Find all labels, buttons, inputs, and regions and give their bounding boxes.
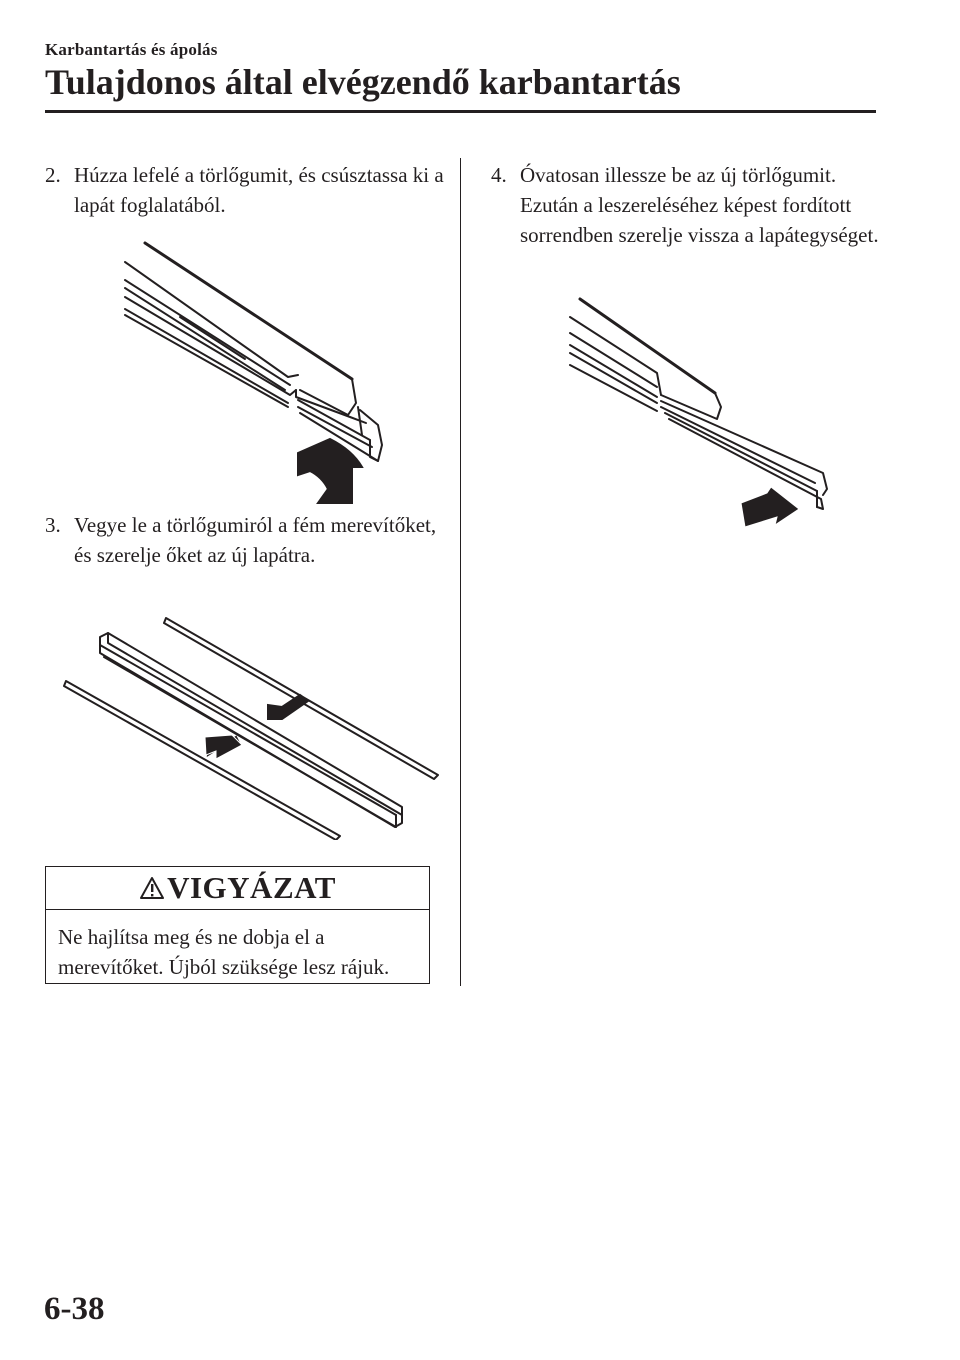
step-text: Vegye le a törlőgumiról a fém merevítőket, és szerelje őket az új lapátra. bbox=[74, 513, 437, 567]
step-text: Húzza lefelé a törlőgumit, és csúsztassa ki a lapát foglalatából. bbox=[74, 163, 444, 217]
wiper-install-illustration bbox=[565, 295, 835, 530]
step-number: 4. bbox=[491, 163, 507, 187]
wiper-removal-illustration bbox=[120, 235, 410, 510]
caution-header bbox=[46, 867, 429, 910]
reinforcement-transfer-illustration bbox=[60, 615, 450, 840]
step-number: 3. bbox=[45, 513, 61, 537]
column-divider bbox=[460, 158, 461, 986]
step-4 bbox=[491, 160, 881, 250]
step-number: 2. bbox=[45, 163, 61, 187]
page-number: 6-38 bbox=[44, 1291, 105, 1327]
step-2 bbox=[45, 160, 445, 220]
page-title: Tulajdonos által elvégzendő karbantartás bbox=[45, 62, 681, 102]
title-rule bbox=[45, 110, 876, 113]
caution-box bbox=[45, 866, 430, 984]
warning-triangle-icon bbox=[139, 876, 165, 900]
section-label: Karbantartás és ápolás bbox=[45, 40, 218, 59]
caution-text: Ne hajlítsa meg és ne dobja el a merevítőket. Újból szüksége lesz rájuk. bbox=[58, 925, 390, 979]
caution-title: VIGYÁZAT bbox=[167, 870, 336, 905]
step-3 bbox=[45, 510, 445, 570]
step-text: Óvatosan illessze be az új törlőgumit. Ezután a leszereléséhez képest fordított sorrendben szerelje vissza a lapátegységet. bbox=[520, 163, 879, 247]
